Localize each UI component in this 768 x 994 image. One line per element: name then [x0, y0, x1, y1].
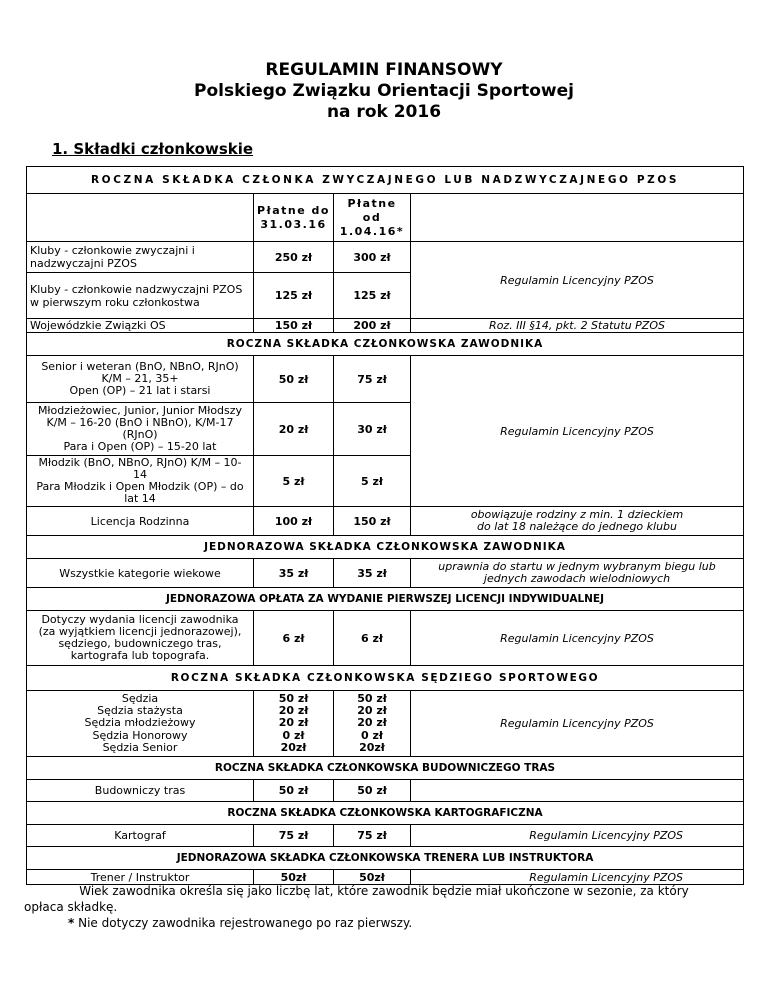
fee-amount-from: 50zł [334, 870, 411, 885]
athlete-category-label: Młodzik (BnO, NBnO, RJnO) K/M – 10- 14 Para Młodzik i Open Młodzik (OP) – do lat 14 [27, 456, 254, 507]
athlete-fee-header: ROCZNA SKŁADKA CZŁONKOWSKA ZAWODNIKA [27, 333, 744, 356]
fee-amount-until: 5 zł [254, 456, 334, 507]
coach-label: Trener / Instruktor [27, 870, 254, 885]
fee-amount-from: 6 zł [334, 611, 411, 666]
age-note-line2: opłaca składkę. [24, 900, 118, 914]
fee-amount-from: 30 zł [334, 403, 411, 456]
fee-amount-from: 300 zł [334, 242, 411, 273]
age-note-line1: Wiek zawodnika określa się jako liczbę lat, które zawodnik będzie miał ukończone w sezonie, za który [79, 884, 689, 898]
club-fee-row-label: Wojewódzkie Związki OS [27, 319, 254, 333]
fee-amount-until: 250 zł [254, 242, 334, 273]
fee-table [26, 166, 744, 885]
club-fee-header: ROCZNA SKŁADKA CZŁONKA ZWYCZAJNEGO LUB NADZWYCZAJNEGO PZOS [27, 167, 744, 194]
fee-amount-until: 50zł [254, 870, 334, 885]
section-number: 1. [52, 140, 69, 158]
fee-amount-until: 125 zł [254, 273, 334, 319]
club-fee-row-label: Kluby - członkowie zwyczajni i nadzwyczajni PZOS [27, 242, 254, 273]
fee-amount-from: 5 zł [334, 456, 411, 507]
fee-amount-from: 35 zł [334, 559, 411, 588]
athlete-category-label: Senior i weteran (BnO, NBnO, RJnO) K/M – 21, 35+ Open (OP) – 21 lat i starsi [27, 356, 254, 403]
column-header-until: Płatne do 31.03.16 [254, 194, 334, 242]
course-setter-fee-header: ROCZNA SKŁADKA CZŁONKOWSKA BUDOWNICZEGO TRAS [27, 757, 744, 780]
fee-amount-from: 150 zł [334, 507, 411, 536]
course-setter-label: Budowniczy tras [27, 780, 254, 802]
fee-amount-until: 150 zł [254, 319, 334, 333]
single-fee-note: uprawnia do startu w jednym wybranym biegu lub jednych zawodach wielodniowych [411, 559, 744, 588]
fee-amount-until: 75 zł [254, 825, 334, 847]
fee-amount-until: 6 zł [254, 611, 334, 666]
section-label: Składki członkowskie [73, 140, 254, 158]
fee-amount-until: 35 zł [254, 559, 334, 588]
fee-note: Regulamin Licencyjny PZOS [411, 242, 744, 319]
single-fee-label: Wszystkie kategorie wiekowe [27, 559, 254, 588]
referee-fee-header: ROCZNA SKŁADKA CZŁONKOWSKA SĘDZIEGO SPORTOWEGO [27, 666, 744, 691]
fee-amount-from: 200 zł [334, 319, 411, 333]
license-fee-label: Dotyczy wydania licencji zawodnika (za wyjątkiem licencji jednorazowej), sędziego, budowniczego tras, kartografa lub topografa. [27, 611, 254, 666]
referee-amounts-from: 50 zł 20 zł 20 zł 0 zł 20zł [334, 691, 411, 757]
single-fee-header: JEDNORAZOWA SKŁADKA CZŁONKOWSKA ZAWODNIKA [27, 536, 744, 559]
fee-amount-from: 75 zł [334, 825, 411, 847]
coach-fee-header: JEDNORAZOWA SKŁADKA CZŁONKOWSKA TRENERA LUB INSTRUKTORA [27, 847, 744, 870]
referee-categories: Sędzia Sędzia stażysta Sędzia młodzieżowy Sędzia Honorowy Sędzia Senior [27, 691, 254, 757]
section-heading [52, 140, 253, 158]
fee-amount-from: 50 zł [334, 780, 411, 802]
fee-note: Regulamin Licencyjny PZOS [411, 611, 744, 666]
club-fee-row-label: Kluby - członkowie nadzwyczajni PZOS w pierwszym roku członkostwa [27, 273, 254, 319]
athlete-category-label: Licencja Rodzinna [27, 507, 254, 536]
document-year: na rok 2016 [326, 102, 442, 122]
family-license-note: obowiązuje rodziny z min. 1 dzieckiem do lat 18 należące do jednego klubu [411, 507, 744, 536]
fee-amount-until: 50 zł [254, 356, 334, 403]
document-title: REGULAMIN FINANSOWY [265, 60, 503, 80]
fee-note: Regulamin Licencyjny PZOS [411, 870, 744, 885]
asterisk-marker: * [68, 916, 75, 930]
document-subtitle: Polskiego Związku Orientacji Sportowej [194, 81, 574, 101]
fee-amount-from: 125 zł [334, 273, 411, 319]
fee-note: Roz. III §14, pkt. 2 Statutu PZOS [411, 319, 744, 333]
column-header-from: Płatne od 1.04.16* [334, 194, 411, 242]
first-registration-note: * Nie dotyczy zawodnika rejestrowanego po raz pierwszy. [68, 916, 413, 930]
fee-amount-until: 50 zł [254, 780, 334, 802]
license-fee-header: JEDNORAZOWA OPŁATA ZA WYDANIE PIERWSZEJ LICENCJI INDYWIDUALNEJ [27, 588, 744, 611]
athlete-category-label: Młodzieżowiec, Junior, Junior Młodszy K/M – 16-20 (BnO i NBnO), K/M-17 (RJnO) Para i Open (OP) – 15-20 lat [27, 403, 254, 456]
fee-note: Regulamin Licencyjny PZOS [411, 356, 744, 507]
cartographer-label: Kartograf [27, 825, 254, 847]
fee-amount-until: 20 zł [254, 403, 334, 456]
cartographer-fee-header: ROCZNA SKŁADKA CZŁONKOWSKA KARTOGRAFICZNA [27, 802, 744, 825]
fee-amount-from: 75 zł [334, 356, 411, 403]
fee-note: Regulamin Licencyjny PZOS [411, 825, 744, 847]
fee-amount-until: 100 zł [254, 507, 334, 536]
fee-note: Regulamin Licencyjny PZOS [411, 691, 744, 757]
referee-amounts-until: 50 zł 20 zł 20 zł 0 zł 20zł [254, 691, 334, 757]
